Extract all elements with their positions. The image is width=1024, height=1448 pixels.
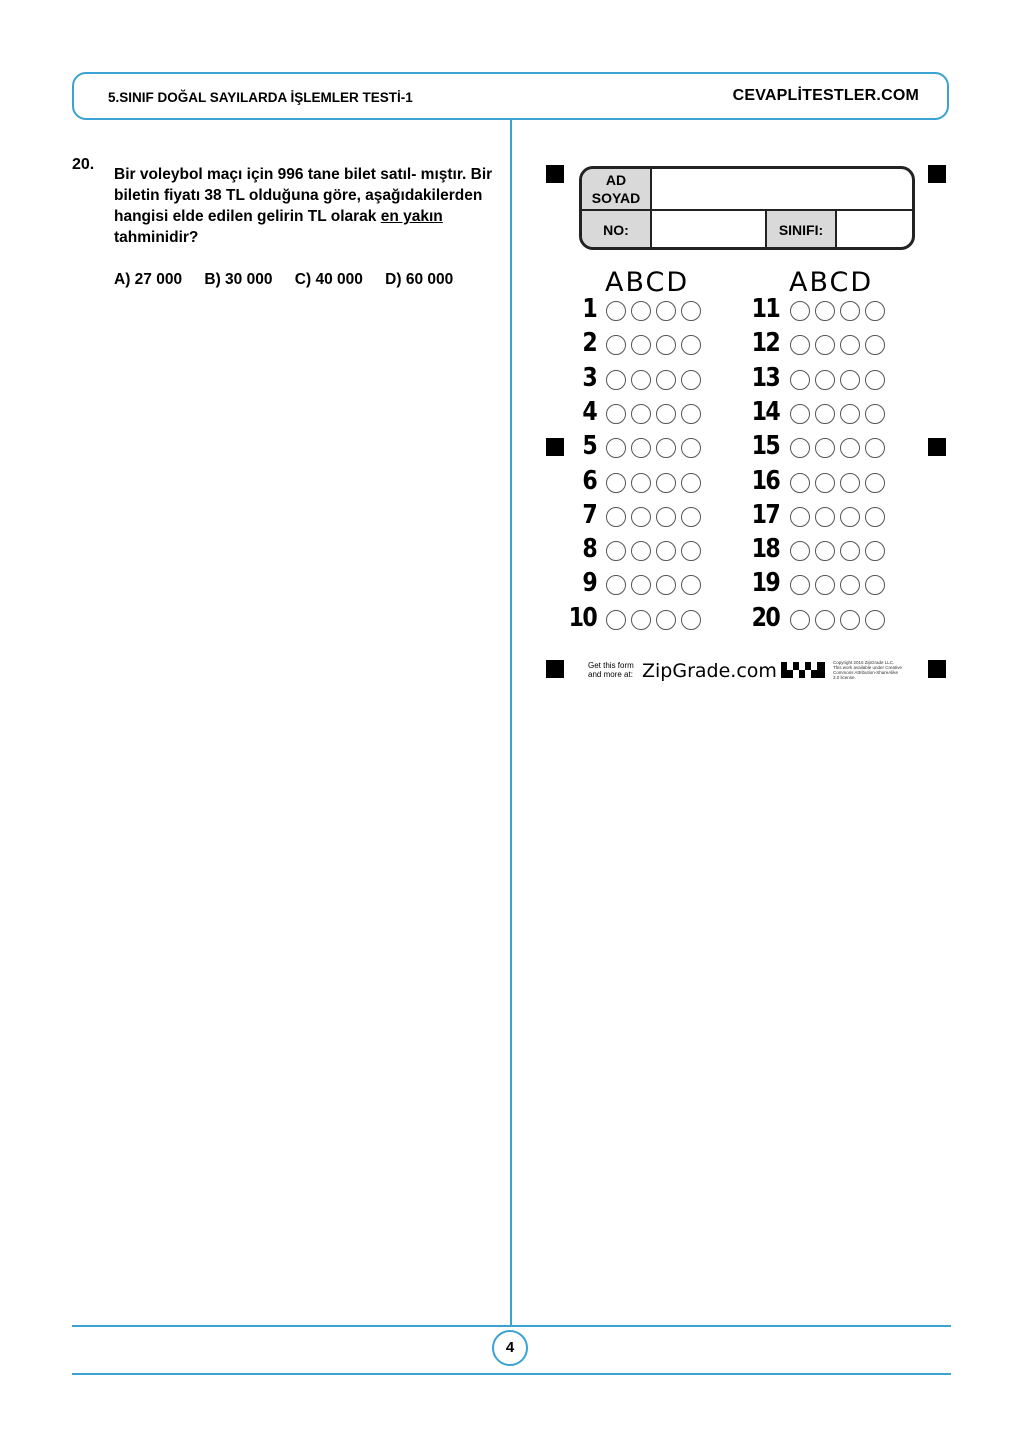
registration-mark	[546, 165, 564, 183]
answer-bubble-a[interactable]	[606, 610, 626, 630]
answer-bubble-b[interactable]	[815, 473, 835, 493]
question-row-number: 16	[751, 465, 779, 496]
answer-bubble-c[interactable]	[840, 541, 860, 561]
answer-bubble-c[interactable]	[840, 610, 860, 630]
copyright-text: Copyright 2015 ZipGrade LLC. This work available under Creative Commons Attribution-ShareAlike 3.0 license.	[833, 660, 903, 680]
answer-bubble-d[interactable]	[865, 301, 885, 321]
answer-bubble-a[interactable]	[606, 575, 626, 595]
answer-bubble-a[interactable]	[790, 404, 810, 424]
question-row-number: 2	[582, 328, 596, 359]
answer-bubble-a[interactable]	[606, 301, 626, 321]
get-form-text: Get this form	[588, 661, 634, 670]
answer-bubble-c[interactable]	[656, 610, 676, 630]
answer-bubble-a[interactable]	[790, 610, 810, 630]
answer-bubble-a[interactable]	[790, 575, 810, 595]
column-header-left	[605, 267, 689, 298]
question-row-number: 7	[582, 499, 596, 530]
registration-mark	[928, 660, 946, 678]
answer-bubble-d[interactable]	[681, 301, 701, 321]
answer-bubble-a[interactable]	[790, 541, 810, 561]
answer-bubble-a[interactable]	[790, 473, 810, 493]
answer-bubble-d[interactable]	[681, 370, 701, 390]
col-a: A	[605, 267, 626, 298]
answer-bubble-b[interactable]	[631, 404, 651, 424]
question-text	[114, 164, 494, 248]
answer-bubble-b[interactable]	[815, 404, 835, 424]
zipgrade-note	[588, 661, 634, 679]
answer-bubble-b[interactable]	[815, 335, 835, 355]
question-row-number: 12	[751, 328, 779, 359]
answer-bubble-b[interactable]	[631, 507, 651, 527]
answer-bubble-c[interactable]	[840, 404, 860, 424]
answer-bubble-a[interactable]	[790, 370, 810, 390]
question-text-part: tane bilet satıl- mıştır. Bir biletin fiyatı 38 TL olduğuna göre, aşağıdakilerden hangisi elde edilen gelirin TL olarak	[114, 166, 493, 225]
ad-label: AD	[605, 172, 627, 188]
answer-bubble-a[interactable]	[606, 541, 626, 561]
answer-bubble-c[interactable]	[656, 404, 676, 424]
student-info-box	[579, 166, 915, 250]
question-row-number: 18	[751, 534, 779, 565]
choice-d[interactable]: D) 60 000	[385, 271, 454, 288]
answer-bubble-d[interactable]	[681, 541, 701, 561]
choice-b[interactable]: B) 30 000	[204, 271, 273, 288]
question-row-number: 10	[568, 602, 596, 633]
col-b: B	[625, 267, 646, 298]
answer-bubble-b[interactable]	[815, 610, 835, 630]
footer-line-top	[72, 1325, 951, 1327]
soyad-label: SOYAD	[591, 190, 641, 206]
question-row-number: 5	[582, 431, 596, 462]
answer-bubble-d[interactable]	[865, 610, 885, 630]
sinifi-label: SINIFI:	[767, 211, 835, 250]
answer-bubble-a[interactable]	[790, 507, 810, 527]
answer-bubble-a[interactable]	[790, 335, 810, 355]
answer-bubble-c[interactable]	[840, 507, 860, 527]
question-row-number: 9	[582, 568, 596, 599]
answer-bubble-d[interactable]	[865, 370, 885, 390]
question-number: 20.	[72, 156, 95, 173]
col-a: A	[789, 267, 810, 298]
answer-bubble-c[interactable]	[656, 335, 676, 355]
answer-bubble-b[interactable]	[631, 473, 651, 493]
answer-bubble-c[interactable]	[656, 575, 676, 595]
answer-bubble-d[interactable]	[865, 507, 885, 527]
answer-bubble-d[interactable]	[681, 335, 701, 355]
question-row-number: 8	[582, 534, 596, 565]
answer-bubble-d[interactable]	[865, 335, 885, 355]
answer-bubble-b[interactable]	[815, 575, 835, 595]
footer-line-bottom	[72, 1373, 951, 1375]
answer-bubble-d[interactable]	[681, 507, 701, 527]
and-more-text: and more at:	[588, 670, 633, 679]
answer-bubble-a[interactable]	[606, 370, 626, 390]
answer-bubble-c[interactable]	[840, 301, 860, 321]
answer-bubble-b[interactable]	[631, 541, 651, 561]
question-row-number: 13	[751, 362, 779, 393]
question-row-number: 6	[582, 465, 596, 496]
zipgrade-logo: ZipGrade.com	[642, 660, 777, 682]
answer-bubble-b[interactable]	[631, 610, 651, 630]
question-text-number: 996	[277, 166, 304, 183]
answer-bubble-b[interactable]	[631, 370, 651, 390]
answer-bubble-a[interactable]	[606, 335, 626, 355]
site-name: CEVAPLİTESTLER.COM	[732, 87, 919, 104]
answer-bubble-d[interactable]	[865, 575, 885, 595]
answer-bubble-c[interactable]	[656, 301, 676, 321]
answer-bubble-c[interactable]	[656, 541, 676, 561]
answer-bubble-d[interactable]	[865, 541, 885, 561]
answer-bubble-c[interactable]	[656, 370, 676, 390]
col-d: D	[666, 267, 690, 298]
answer-bubble-b[interactable]	[815, 507, 835, 527]
question-row-number: 20	[751, 602, 779, 633]
answer-bubble-c[interactable]	[656, 507, 676, 527]
answer-bubble-c[interactable]	[840, 473, 860, 493]
answer-bubble-c[interactable]	[840, 370, 860, 390]
answer-bubble-b[interactable]	[815, 541, 835, 561]
answer-bubble-d[interactable]	[681, 404, 701, 424]
registration-mark	[928, 438, 946, 456]
answer-bubble-c[interactable]	[656, 438, 676, 458]
answer-bubble-b[interactable]	[631, 438, 651, 458]
answer-bubble-a[interactable]	[606, 404, 626, 424]
answer-bubble-a[interactable]	[606, 473, 626, 493]
choice-c[interactable]: C) 40 000	[294, 271, 363, 288]
question-text-underlined: en yakın	[380, 208, 443, 225]
answer-bubble-c[interactable]	[840, 335, 860, 355]
col-c: C	[829, 267, 851, 298]
question-row-number: 1	[582, 294, 596, 324]
answer-bubble-b[interactable]	[815, 438, 835, 458]
answer-bubble-c[interactable]	[656, 473, 676, 493]
question-row-number: 15	[751, 431, 779, 462]
answer-bubble-c[interactable]	[840, 575, 860, 595]
question-row-number: 11	[751, 294, 779, 324]
question-row-number: 19	[751, 568, 779, 599]
page-number: 4	[492, 1330, 528, 1366]
test-title: 5.SINIF DOĞAL SAYILARDA İŞLEMLER TESTİ-1	[108, 90, 413, 105]
answer-bubble-a[interactable]	[606, 438, 626, 458]
answer-bubble-b[interactable]	[631, 575, 651, 595]
answer-bubble-b[interactable]	[815, 301, 835, 321]
column-header-right	[789, 267, 873, 298]
registration-mark	[546, 660, 564, 678]
col-c: C	[645, 267, 667, 298]
answer-bubble-a[interactable]	[606, 507, 626, 527]
answer-bubble-d[interactable]	[865, 404, 885, 424]
answer-bubble-d[interactable]	[865, 438, 885, 458]
answer-bubble-a[interactable]	[790, 301, 810, 321]
answer-bubble-d[interactable]	[865, 473, 885, 493]
question-text-part: tahminidir?	[114, 229, 199, 246]
answer-bubble-c[interactable]	[840, 438, 860, 458]
registration-mark	[928, 165, 946, 183]
answer-bubble-b[interactable]	[815, 370, 835, 390]
answer-bubble-b[interactable]	[631, 335, 651, 355]
no-label: NO:	[582, 211, 650, 250]
box-divider	[835, 211, 837, 250]
answer-bubble-d[interactable]	[681, 438, 701, 458]
col-b: B	[809, 267, 830, 298]
column-divider	[510, 120, 512, 1326]
answer-bubble-b[interactable]	[631, 301, 651, 321]
checker-pattern-icon	[781, 662, 825, 678]
answer-bubble-d[interactable]	[681, 575, 701, 595]
choice-a[interactable]: A) 27 000	[114, 271, 183, 288]
question-row-number: 17	[751, 499, 779, 530]
answer-bubble-d[interactable]	[681, 610, 701, 630]
question-row-number: 14	[751, 396, 779, 427]
ad-soyad-label	[582, 169, 650, 209]
answer-bubble-a[interactable]	[790, 438, 810, 458]
question-text-part: Bir voleybol maçı için	[114, 166, 278, 183]
question-row-number: 4	[582, 396, 596, 427]
answer-bubble-d[interactable]	[681, 473, 701, 493]
answer-choices	[114, 271, 471, 289]
col-d: D	[850, 267, 874, 298]
question-row-number: 3	[582, 362, 596, 393]
page-header	[72, 72, 949, 120]
